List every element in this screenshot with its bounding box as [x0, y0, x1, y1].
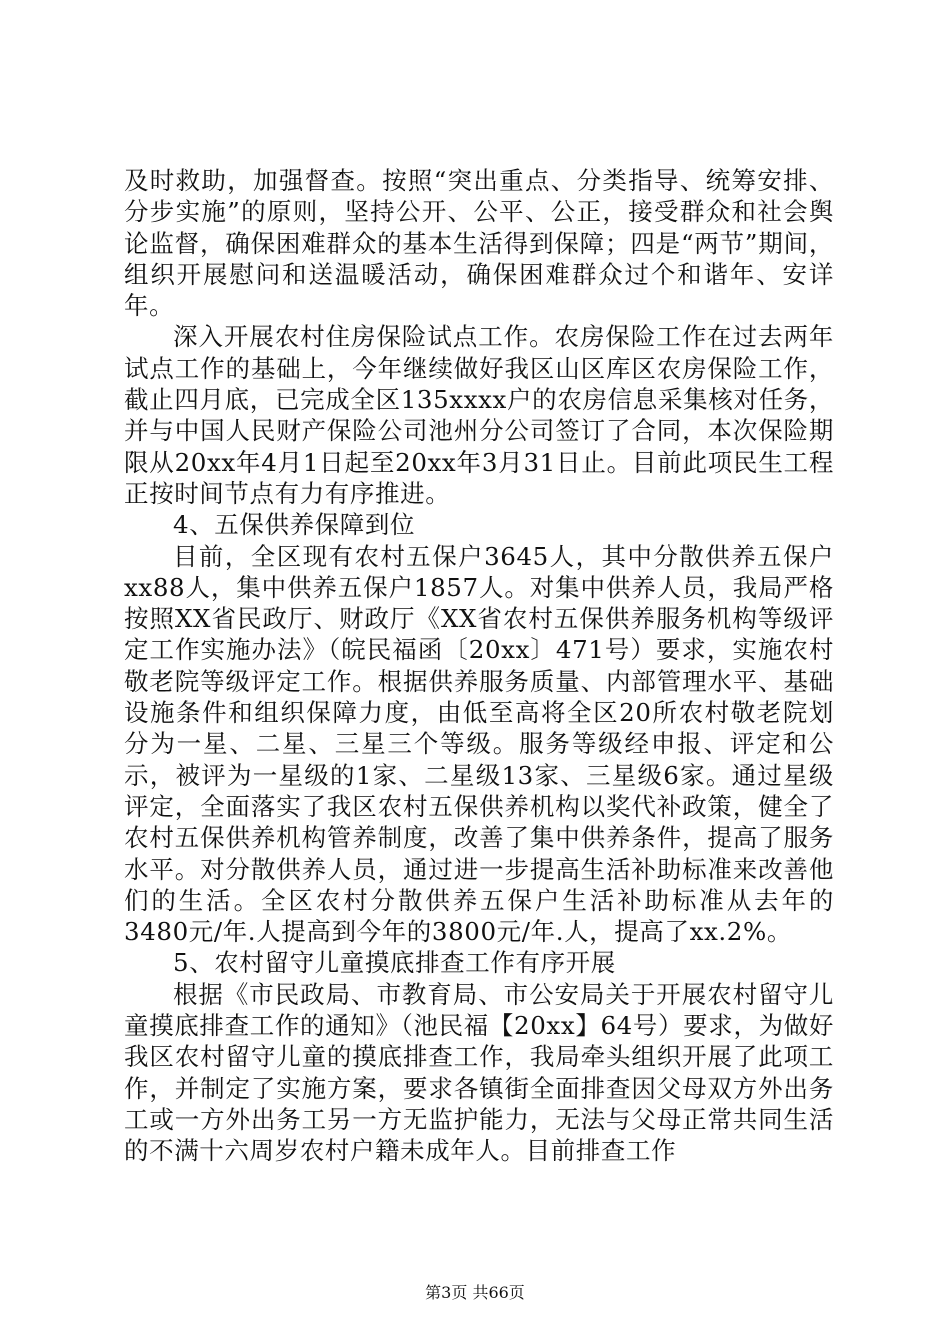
- paragraph-continuation: 及时救助，加强督查。按照“突出重点、分类指导、统筹安排、分步实施”的原则，坚持公开、公平、公正，接受群众和社会舆论监督，确保困难群众的基本生活得到保障；四是“两节”期间，组织开展慰问和送温暖活动，确保困难群众过个和谐年、安详年。: [124, 166, 834, 321]
- paragraph-rural-housing-insurance: 深入开展农村住房保险试点工作。农房保险工作在过去两年试点工作的基础上，今年继续做好我区山区库区农房保险工作，截止四月底，已完成全区135xxxx户的农房信息采集核对任务，并与中国人民财产保险公司池州分公司签订了合同，本次保险期限从20xx年4月1日起至20xx年3月31日止。目前此项民生工程正按时间节点有力有序推进。: [124, 322, 834, 508]
- section-heading-wubao: 4、五保供养保障到位: [173, 510, 416, 540]
- paragraph-wubao-support: 目前，全区现有农村五保户3645人，其中分散供养五保户xx88人，集中供养五保户1857人。对集中供养人员，我局严格按照XX省民政厅、财政厅《XX省农村五保供养服务机构等级评定工作实施办法》（皖民福函〔20xx〕471号）要求，实施农村敬老院等级评定工作。根据供养服务质量、内部管理水平、基础设施条件和组织保障力度，由低至高将全区20所农村敬老院划分为一星、二星、三星三个等级。服务等级经申报、评定和公示，被评为一星级的1家、二星级13家、三星级6家。通过星级评定，全面落实了我区农村五保供养机构以奖代补政策，健全了农村五保供养机构管养制度，改善了集中供养条件，提高了服务水平。对分散供养人员，通过进一步提高生活补助标准来改善他们的生活。全区农村分散供养五保户生活补助标准从去年的3480元/年.人提高到今年的3800元/年.人，提高了xx.2%。: [124, 541, 834, 947]
- section-heading-left-behind-children: 5、农村留守儿童摸底排查工作有序开展: [173, 948, 616, 978]
- page-footer: 第3页 共66页: [425, 1283, 525, 1302]
- paragraph-left-behind-children: 根据《市民政局、市教育局、市公安局关于开展农村留守儿童摸底排查工作的通知》（池民福【20xx】64号）要求，为做好我区农村留守儿童的摸底排查工作，我局牵头组织开展了此项工作，并制定了实施方案，要求各镇街全面排查因父母双方外出务工或一方外出务工另一方无监护能力，无法与父母正常共同生活的不满十六周岁农村户籍未成年人。目前排查工作: [124, 979, 834, 1166]
- body-text: [124, 165, 834, 1167]
